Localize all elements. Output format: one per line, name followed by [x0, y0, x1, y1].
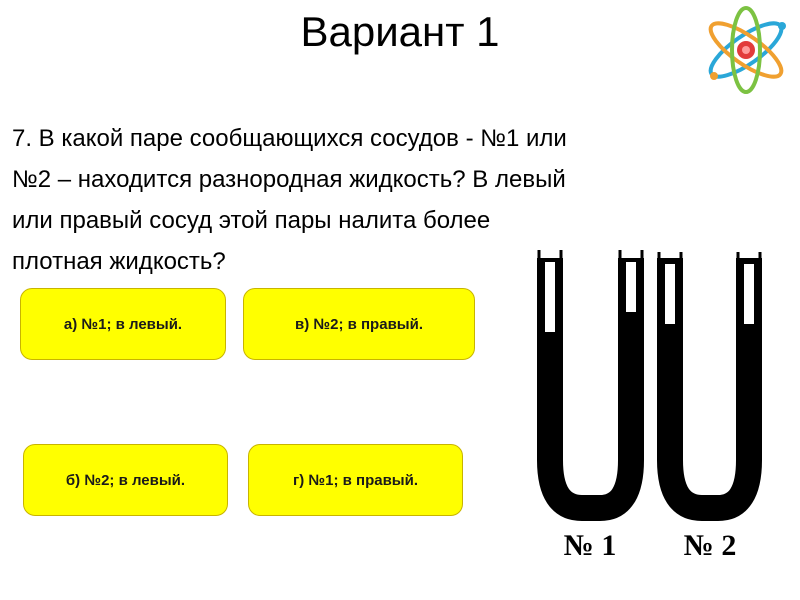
answer-a-button[interactable]: а) №1; в левый. [20, 288, 226, 360]
vessel-2 [659, 252, 760, 508]
atom-icon [700, 4, 792, 96]
vessel-1-label: № 1 [563, 529, 617, 562]
question-line: или правый сосуд этой пары налита более [12, 207, 491, 234]
vessel-1 [539, 250, 642, 508]
answer-v-button[interactable]: в) №2; в правый. [243, 288, 475, 360]
question-line: №2 – находится разнородная жидкость? В левый [12, 166, 566, 193]
vessel-2-label: № 2 [683, 529, 737, 562]
slide-title: Вариант 1 [300, 8, 500, 55]
question-line: 7. В какой паре сообщающихся сосудов - №1 или [12, 125, 567, 152]
question-line: плотная жидкость? [12, 248, 226, 275]
communicating-vessels-figure [520, 250, 780, 590]
answer-b-button[interactable]: б) №2; в левый. [23, 444, 228, 516]
answer-g-button[interactable]: г) №1; в правый. [248, 444, 463, 516]
